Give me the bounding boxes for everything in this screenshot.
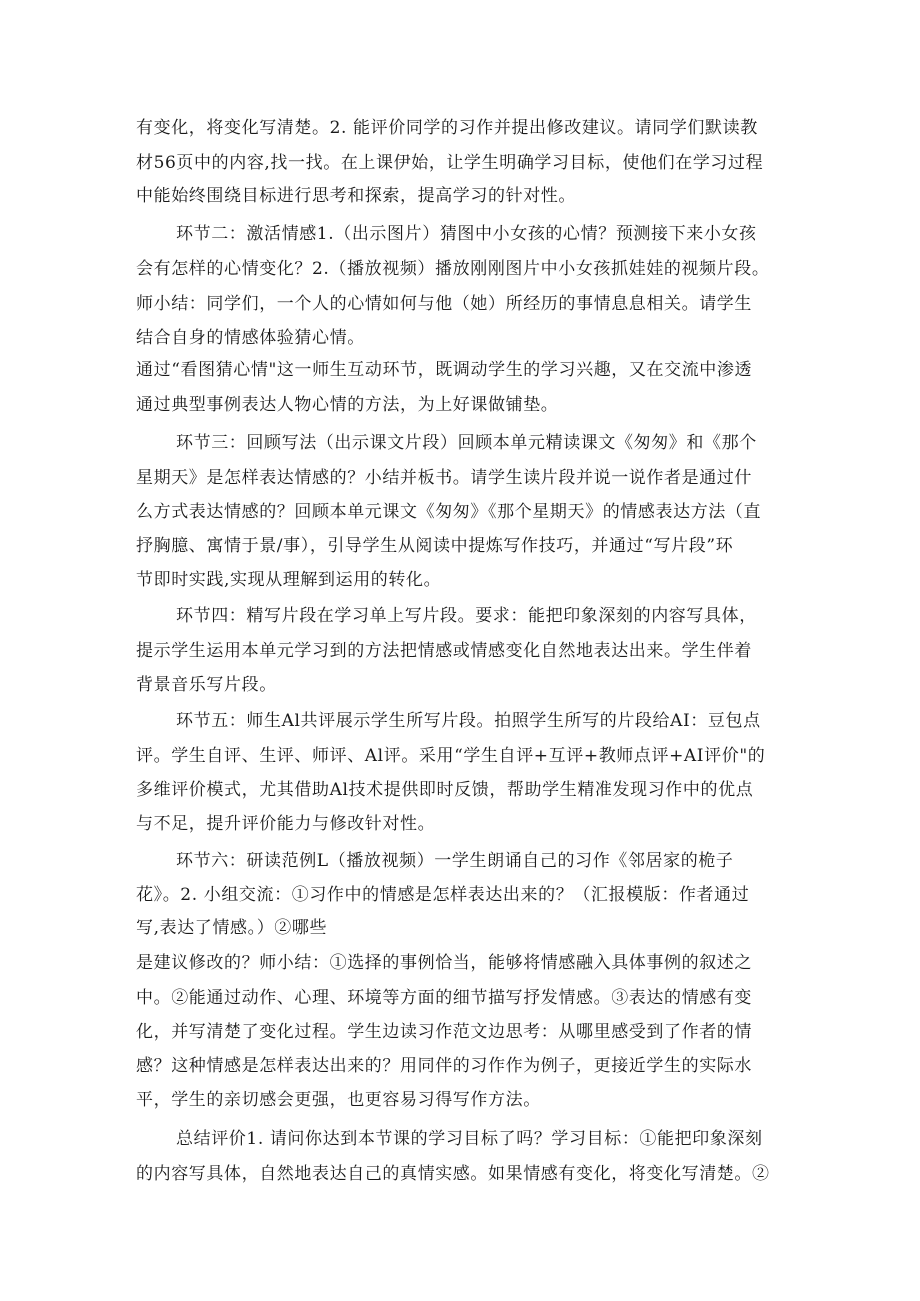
text-line: 星期天》是怎样表达情感的？小结并板书。请学生读片段并说一说作者是通过什: [136, 468, 752, 488]
text-line: 与不足，提升评价能力与修改针对性。: [136, 814, 436, 834]
text-line: 会有怎样的心情变化？2.（播放视频）播放刚刚图片中小女孩抓娃娃的视频片段。: [136, 259, 770, 279]
text-line: 是建议修改的？师小结：①选择的事例恰当，能够将情感融入具体事例的叙述之: [136, 953, 752, 973]
text-line: 结合自身的情感体验猜心情。: [136, 328, 365, 348]
paragraph-first-line: 环节三：回顾写法（出示课文片段）回顾本单元精读课文《匆匆》和《那个: [176, 433, 757, 453]
text-line: 化，并写清楚了变化过程。学生边读习作范文边思考：从哪里感受到了作者的情: [136, 1022, 752, 1042]
text-line: 通过典型事例表达人物心情的方法，为上好课做铺垫。: [136, 395, 559, 415]
text-line: 通过“看图猜心情"这一师生互动环节，既调动学生的学习兴趣，又在交流中渗透: [136, 360, 753, 380]
text-line: 师小结：同学们，一个人的心情如何与他（她）所经历的事情息息相关。请学生: [136, 294, 752, 314]
text-line: 花》。2. 小组交流：①习作中的情感是怎样表达出来的？（汇报模版：作者通过: [136, 885, 750, 905]
text-line: 评。学生自评、生评、师评、Al评。采用“学生自评+互评+教师点评+AI评价"的: [136, 746, 766, 766]
text-line: 平，学生的亲切感会更强，也更容易习得写作方法。: [136, 1090, 541, 1110]
text-line: 么方式表达情感的？回顾本单元课文《匆匆》《那个星期天》的情感表达方法（直: [136, 502, 762, 522]
text-line: 多维评价模式，尤其借助Al技术提供即时反馈，帮助学生精准发现习作中的优点: [136, 780, 754, 800]
text-line: 中能始终围绕目标进行思考和探索，提高学习的针对性。: [136, 186, 576, 206]
text-line: 中。②能通过动作、心理、环境等方面的细节描写抒发情感。③表达的情感有变: [136, 988, 752, 1008]
paragraph-first-line: 环节五：师生Al共评展示学生所写片段。拍照学生所写的片段给AI：豆包点: [176, 711, 761, 731]
text-line: 有变化，将变化写清楚。2. 能评价同学的习作并提出修改建议。请同学们默读教: [136, 118, 758, 138]
paragraph-first-line: 环节二：激活情感1.（出示图片）猜图中小女孩的心情？预测接下来小女孩: [176, 224, 757, 244]
paragraph-first-line: 环节四：精写片段在学习单上写片段。要求：能把印象深刻的内容写具体，: [176, 606, 757, 626]
text-line: 节即时实践,实现从理解到运用的转化。: [136, 570, 442, 590]
text-line: 的内容写具体，自然地表达自己的真情实感。如果情感有变化，将变化写清楚。②: [136, 1164, 770, 1184]
text-line: 材56页中的内容,找一找。在上课伊始，让学生明确学习目标，使他们在学习过程: [136, 153, 764, 173]
text-line: 写,表达了情感。）②哪些: [136, 918, 328, 938]
paragraph-first-line: 总结评价1. 请问你达到本节课的学习目标了吗？学习目标：①能把印象深刻: [176, 1129, 763, 1149]
text-line: 提示学生运用本单元学习到的方法把情感或情感变化自然地表达出来。学生伴着: [136, 641, 752, 661]
text-line: 背景音乐写片段。: [136, 675, 277, 695]
text-line: 感？这种情感是怎样表达出来的？用同伴的习作作为例子，更接近学生的实际水: [136, 1056, 752, 1076]
paragraph-first-line: 环节六：研读范例L（播放视频）一学生朗诵自己的习作《邻居家的桅子: [176, 851, 734, 871]
text-line: 抒胸臆、寓情于景/事），引导学生从阅读中提炼写作技巧，并通过“写片段”环: [136, 536, 734, 556]
